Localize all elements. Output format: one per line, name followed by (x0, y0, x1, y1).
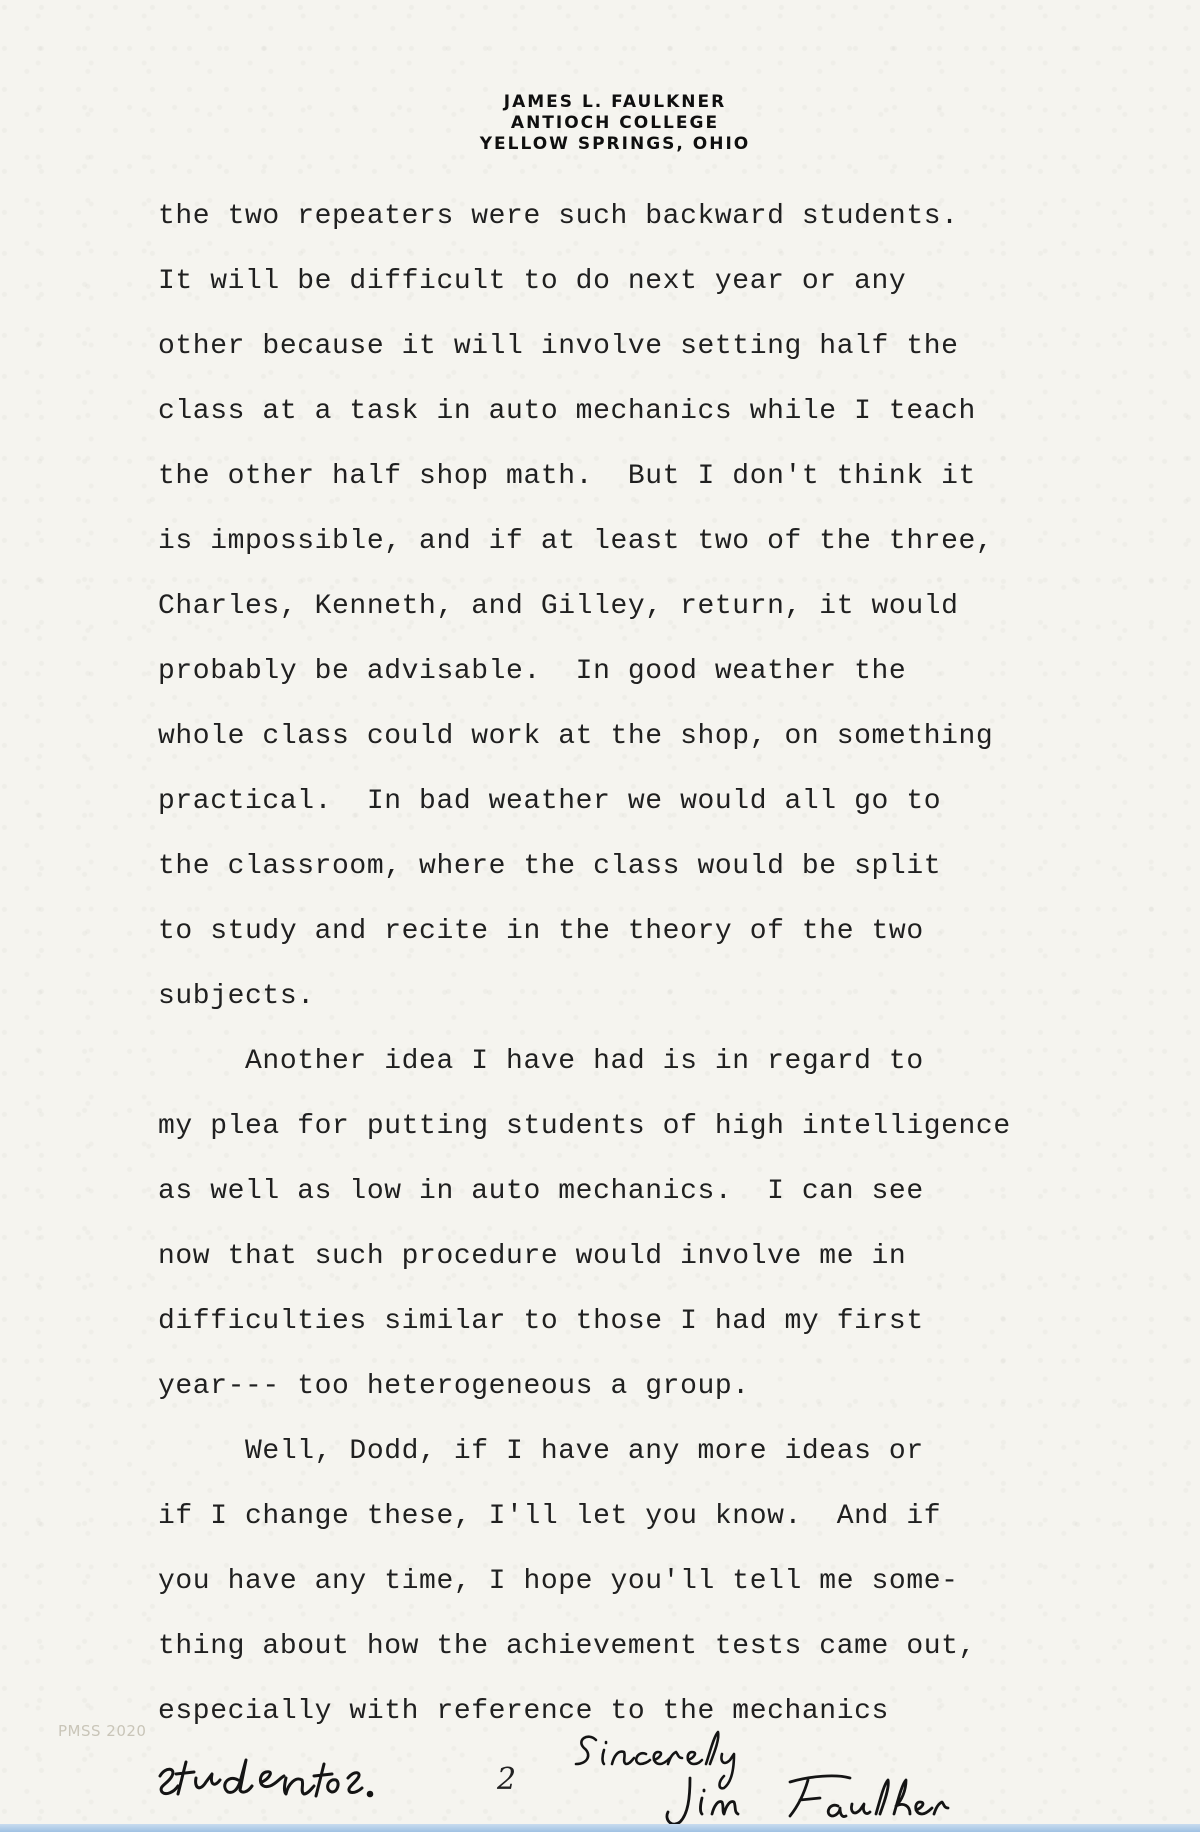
body-line: my plea for putting students of high intelligence (158, 1111, 1011, 1142)
letterhead-location: YELLOW SPRINGS, OHIO (479, 134, 751, 154)
body-line: now that such procedure would involve me in (158, 1241, 907, 1272)
body-line: It will be difficult to do next year or any (158, 266, 907, 297)
body-line: the two repeaters were such backward students. (158, 201, 959, 232)
body-line: Well, Dodd, if I have any more ideas or (158, 1436, 924, 1467)
body-line: whole class could work at the shop, on something (158, 721, 994, 752)
body-line: difficulties similar to those I had my first (158, 1306, 924, 1337)
handwritten-sincerely (576, 1732, 734, 1788)
body-line: you have any time, I hope you'll tell me some- (158, 1566, 959, 1597)
body-line: especially with reference to the mechanics (158, 1696, 889, 1727)
body-line: if I change these, I'll let you know. And if (158, 1501, 942, 1532)
body-line: practical. In bad weather we would all go to (158, 786, 942, 817)
body-line: the classroom, where the class would be split (158, 851, 942, 882)
letterhead-institution: ANTIOCH COLLEGE (510, 113, 720, 133)
body-line: as well as low in auto mechanics. I can see (158, 1176, 924, 1207)
body-line: is impossible, and if at least two of the three, (158, 526, 994, 557)
body-line: class at a task in auto mechanics while I teach (158, 396, 976, 427)
body-line: other because it will involve setting half the (158, 331, 959, 362)
letterhead-name: JAMES L. FAULKNER (503, 92, 727, 112)
body-line: the other half shop math. But I don't think it (158, 461, 976, 492)
body-line: to study and recite in the theory of the two (158, 916, 924, 947)
body-line: thing about how the achievement tests came out, (158, 1631, 976, 1662)
page-number: 2 (497, 1762, 517, 1797)
scan-edge (0, 1824, 1200, 1832)
letterhead (0, 92, 1200, 155)
archive-watermark: PMSS 2020 (58, 1722, 147, 1740)
body-line: Charles, Kenneth, and Gilley, return, it would (158, 591, 959, 622)
handwriting-area (0, 1720, 1200, 1832)
letter-body (158, 196, 1158, 1756)
handwritten-students (160, 1760, 372, 1796)
body-line: year--- too heterogeneous a group. (158, 1371, 750, 1402)
body-line: subjects. (158, 981, 315, 1012)
body-line: Another idea I have had is in regard to (158, 1046, 924, 1077)
handwritten-signature (667, 1776, 948, 1824)
body-line: probably be advisable. In good weather the (158, 656, 907, 687)
